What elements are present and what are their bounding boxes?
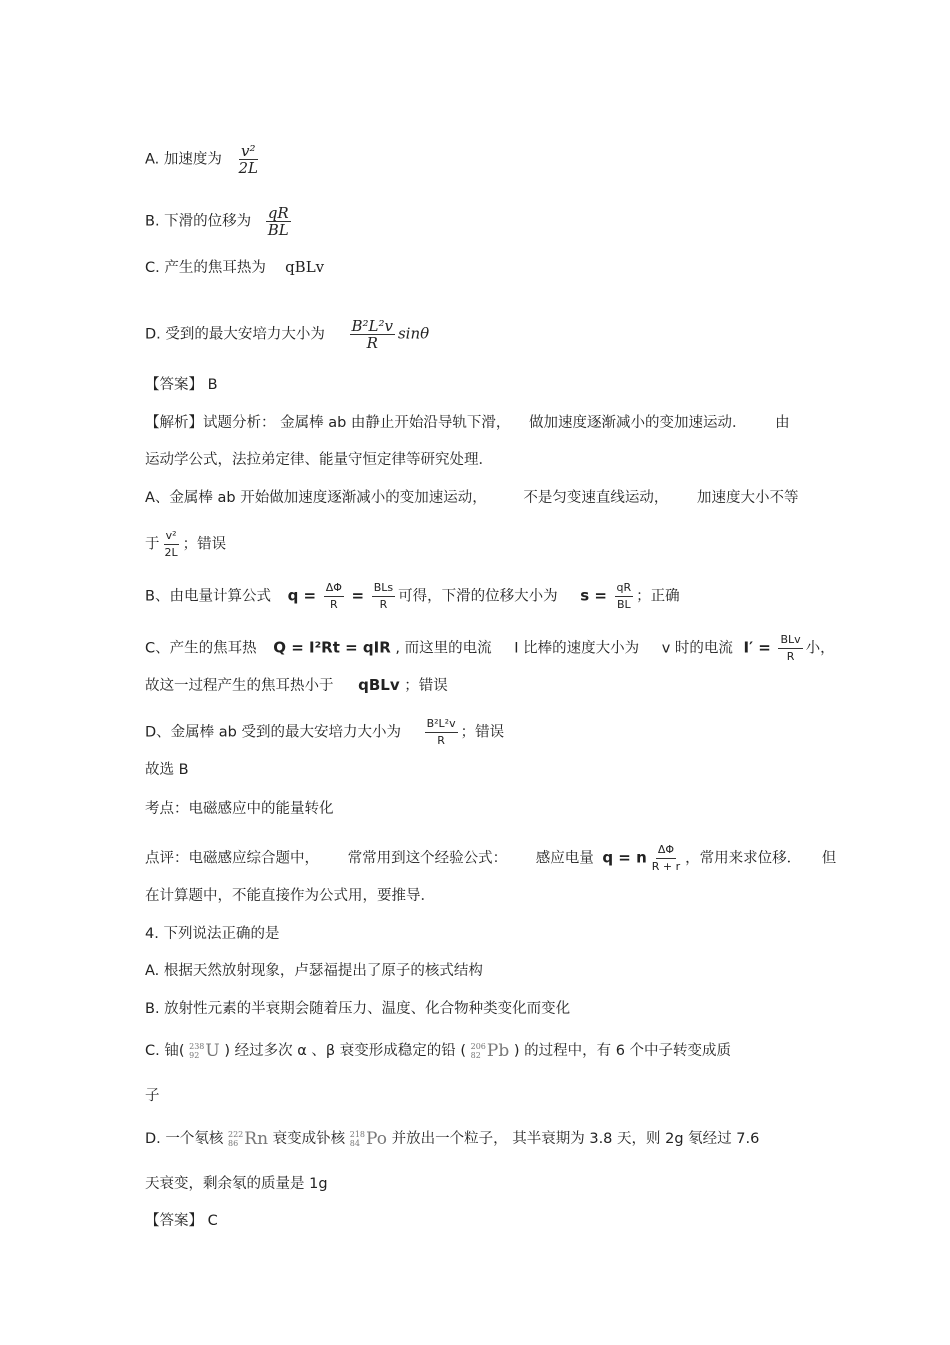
q4-option-d: D. 一个氡核 222 86 Rn 衰变成钋核 218 84 Po 并放出一个粒子， 其半衰期为 3.8 天，则 2g 氡经过 7.6 — [145, 1129, 760, 1149]
polonium-nuclide: 218 84 Po — [349, 1129, 388, 1149]
analysis-d: D、金属棒 ab 受到的最大安培力大小为 $\frac{\text{B²L²v}}{R}$ ；错误 — [145, 717, 505, 747]
analysis-c-line-1: C、产生的焦耳热 Q = I²Rt = qIR , 而这里的电流 I 比棒的速度大小为 v 时的电流 I′ = $\frac{\text{BLv}}{R}$ 小， — [145, 633, 835, 663]
fraction: $\frac{\text{v²}}{2L}$ — [238, 142, 259, 177]
comment-line-2: 在计算题中，不能直接作为公式用，要推导． — [145, 888, 435, 904]
q4-option-b: B. 放射性元素的半衰期会随着压力、温度、化合物种类变化而变化 — [145, 1001, 571, 1017]
analysis-a-line-2: 于 $\frac{\text{v²}}{2L}$ ；错误 — [145, 529, 227, 559]
option-c: C. 产生的焦耳热为 qBLv — [145, 258, 325, 276]
comment-line-1: 点评：电磁感应综合题中， 常常用到这个经验公式： 感应电量 q = n $\frac{\Delta\Phi}{R + r}$ ，常用来求位移． 但 — [145, 843, 837, 873]
option-a: A. 加速度为 $\frac{\text{v²}}{2L}$ — [145, 142, 259, 177]
answer-q3: 【答案】 B — [145, 377, 218, 393]
uranium-nuclide: 238 92 U — [189, 1041, 220, 1061]
analysis-c-line-2: 故这一过程产生的焦耳热小于 qBLv ；错误 — [145, 676, 448, 694]
fraction: $\frac{\Delta\Phi}{R}$ — [325, 581, 342, 611]
fraction: $\frac{\text{BLv}}{R}$ — [780, 633, 801, 663]
analysis-a-line-1: A、金属棒 ab 开始做加速度逐渐减小的变加速运动， 不是匀变速直线运动， 加速度大小不等 — [145, 490, 799, 506]
knowledge-point: 考点：电磁感应中的能量转化 — [145, 801, 334, 817]
q4-stem: 4. 下列说法正确的是 — [145, 926, 280, 942]
fraction: $\frac{\text{B²L²v}}{R}$ — [426, 717, 456, 747]
q4-option-c-cont: 子 — [145, 1088, 160, 1104]
fraction: $\frac{\text{BLs}}{R}$ — [373, 581, 394, 611]
fraction: $\frac{\Delta\Phi}{R + r}$ — [651, 843, 681, 873]
q4-option-c: C. 铀( 238 92 U ) 经过多次 α 、β 衰变形成稳定的铅 ( 206 82 Pb ) 的过程中，有 6 个中子转变成质 — [145, 1041, 732, 1061]
radon-nuclide: 222 86 Rn — [228, 1129, 269, 1149]
q4-option-a: A. 根据天然放射现象，卢瑟福提出了原子的核式结构 — [145, 963, 483, 979]
analysis-b: B、由电量计算公式 q = $\frac{\Delta\Phi}{R}$ = $\frac{\text{BLs}}{R}$ 可得，下滑的位移大小为 s = $\frac{qR}{BL}$ ；正确 — [145, 581, 680, 611]
choose-line: 故选 B — [145, 762, 189, 778]
lead-nuclide: 206 82 Pb — [470, 1041, 510, 1061]
option-b: B. 下滑的位移为 $\frac{qR}{BL}$ — [145, 204, 289, 239]
fraction: $\frac{qR}{BL}$ — [267, 204, 289, 239]
q4-option-d-cont: 天衰变，剩余氡的质量是 1g — [145, 1176, 328, 1192]
analysis-line-2: 运动学公式，法拉弟定律、能量守恒定律等研究处理． — [145, 452, 493, 468]
answer-q4: 【答案】 C — [145, 1213, 218, 1229]
analysis-line-1: 【解析】试题分析： 金属棒 ab 由静止开始沿导轨下滑， 做加速度逐渐减小的变加速运动． 由 — [145, 415, 790, 431]
fraction: $\frac{\text{v²}}{2L}$ — [164, 529, 178, 559]
fraction: $\frac{qR}{BL}$ — [616, 581, 632, 611]
option-d: D. 受到的最大安培力大小为 $\frac{\text{B²L²v}}{R}$ sinθ — [145, 317, 430, 352]
fraction: $\frac{\text{B²L²v}}{R}$ — [351, 317, 393, 352]
